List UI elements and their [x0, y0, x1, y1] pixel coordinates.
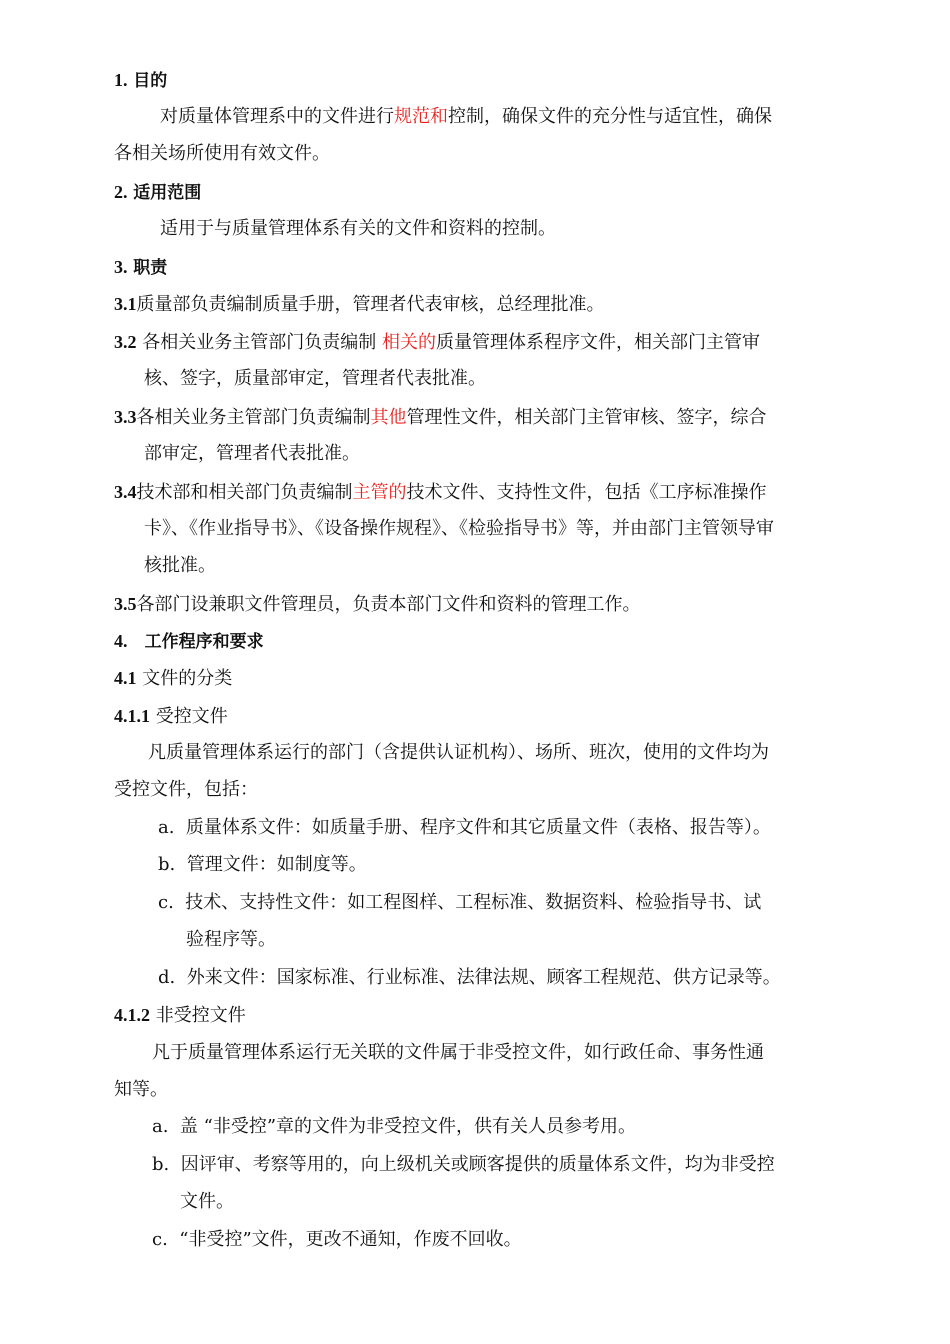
item-3-5 — [114, 592, 814, 617]
text: 外来文件：国家标准、行业标准、法律法规、顾客工程规范、供方记录等。 — [186, 967, 781, 988]
section-title: 目的 — [133, 71, 168, 91]
section-1-heading — [114, 68, 814, 93]
section-number: 1. — [114, 70, 128, 90]
highlighted-text: 主管的 — [352, 482, 407, 503]
list-item-continuation: 文件。 — [180, 1191, 234, 1212]
list-item — [152, 1115, 852, 1139]
highlighted-text: 其他 — [370, 407, 407, 428]
item-3-2-line-1 — [114, 330, 814, 355]
item-number: 3.2 — [114, 332, 137, 352]
item-3-4-line-3: 核批准。 — [144, 555, 216, 576]
item-3-2-line-2: 核、签字，质量部审定，管理者代表批准。 — [144, 368, 486, 389]
highlighted-text: 规范和 — [394, 106, 448, 127]
item-number: 4.1.2 — [114, 1005, 150, 1025]
list-item — [158, 853, 858, 877]
list-marker: c. — [158, 892, 174, 913]
subsection-4-1-1 — [114, 704, 814, 729]
text: 管理性文件，相关部门主管审核、签字，综合 — [406, 407, 767, 428]
section-title: 适用范围 — [133, 183, 202, 203]
item-number: 3.3 — [114, 407, 137, 427]
item-number: 3.4 — [114, 482, 137, 502]
text: 文件的分类 — [142, 668, 233, 689]
list-marker: a. — [152, 1116, 169, 1137]
subsection-4-1-1-paragraph-line-2: 受控文件，包括： — [114, 779, 258, 800]
list-item — [158, 891, 858, 915]
section-2-paragraph: 适用于与质量管理体系有关的文件和资料的控制。 — [160, 218, 556, 239]
item-3-1 — [114, 292, 814, 317]
subsection-4-1-2-paragraph-line-2: 知等。 — [114, 1079, 168, 1100]
section-4-heading — [114, 629, 814, 654]
list-item — [152, 1228, 852, 1252]
text: 对质量体管理系中的文件进行 — [160, 106, 394, 127]
subsection-4-1 — [114, 666, 814, 691]
subsection-4-1-1-paragraph-line-1: 凡质量管理体系运行的部门（含提供认证机构）、场所、班次，使用的文件均为 — [148, 742, 769, 763]
text: 非受控文件 — [155, 1005, 246, 1026]
section-title: 工作程序和要求 — [144, 632, 264, 652]
list-item-continuation: 验程序等。 — [186, 929, 276, 950]
item-number: 3.5 — [114, 594, 137, 614]
subsection-4-1-2-paragraph-line-1: 凡于质量管理体系运行无关联的文件属于非受控文件，如行政任命、事务性通 — [152, 1042, 764, 1063]
text: “非受控”文件，更改不通知，作废不回收。 — [179, 1229, 522, 1250]
list-item — [158, 816, 858, 840]
text: 质量管理体系程序文件，相关部门主管审 — [435, 332, 760, 353]
list-item — [152, 1153, 852, 1177]
text: 质量部负责编制质量手册，管理者代表审核，总经理批准。 — [136, 294, 605, 315]
text: 盖 “非受控”章的文件为非受控文件，供有关人员参考用。 — [179, 1116, 637, 1137]
text: 管理文件：如制度等。 — [186, 854, 367, 875]
text: 质量体系文件：如质量手册、程序文件和其它质量文件（表格、报告等）。 — [185, 817, 771, 838]
item-number: 4.1.1 — [114, 706, 150, 726]
item-number: 3.1 — [114, 294, 137, 314]
list-marker: c. — [152, 1229, 168, 1250]
section-number: 4. — [114, 631, 128, 651]
item-number: 4.1 — [114, 668, 137, 688]
text: 各相关业务主管部门负责编制 — [142, 332, 377, 353]
text: 控制，确保文件的充分性与适宜性，确保 — [448, 106, 772, 127]
list-marker: a. — [158, 817, 175, 838]
list-item — [158, 966, 858, 990]
list-marker: b. — [158, 854, 176, 875]
list-marker: d. — [158, 967, 176, 988]
text: 受控文件 — [155, 706, 228, 727]
text: 各部门设兼职文件管理员，负责本部门文件和资料的管理工作。 — [136, 594, 641, 615]
text: 技术部和相关部门负责编制 — [136, 482, 353, 503]
section-title: 职责 — [133, 258, 168, 278]
section-2-heading — [114, 180, 814, 205]
subsection-4-1-2 — [114, 1003, 814, 1028]
text: 技术文件、支持性文件，包括《工序标准操作 — [406, 482, 767, 503]
text: 各相关业务主管部门负责编制 — [136, 407, 371, 428]
highlighted-text: 相关的 — [381, 332, 436, 353]
section-number: 3. — [114, 257, 128, 277]
list-marker: b. — [152, 1154, 170, 1175]
item-3-3-line-1 — [114, 405, 814, 430]
section-1-paragraph-line-1 — [160, 105, 860, 129]
section-1-paragraph-line-2: 各相关场所使用有效文件。 — [114, 143, 330, 164]
section-number: 2. — [114, 182, 128, 202]
section-3-heading — [114, 255, 814, 280]
item-3-3-line-2: 部审定，管理者代表批准。 — [144, 443, 360, 464]
item-3-4-line-1 — [114, 480, 814, 505]
text: 技术、支持性文件：如工程图样、工程标准、数据资料、检验指导书、试 — [185, 892, 762, 913]
item-3-4-line-2: 卡》、《作业指导书》、《设备操作规程》、《检验指导书》等，并由部门主管领导审 — [144, 518, 774, 539]
text: 因评审、考察等用的，向上级机关或顾客提供的质量体系文件，均为非受控 — [180, 1154, 775, 1175]
